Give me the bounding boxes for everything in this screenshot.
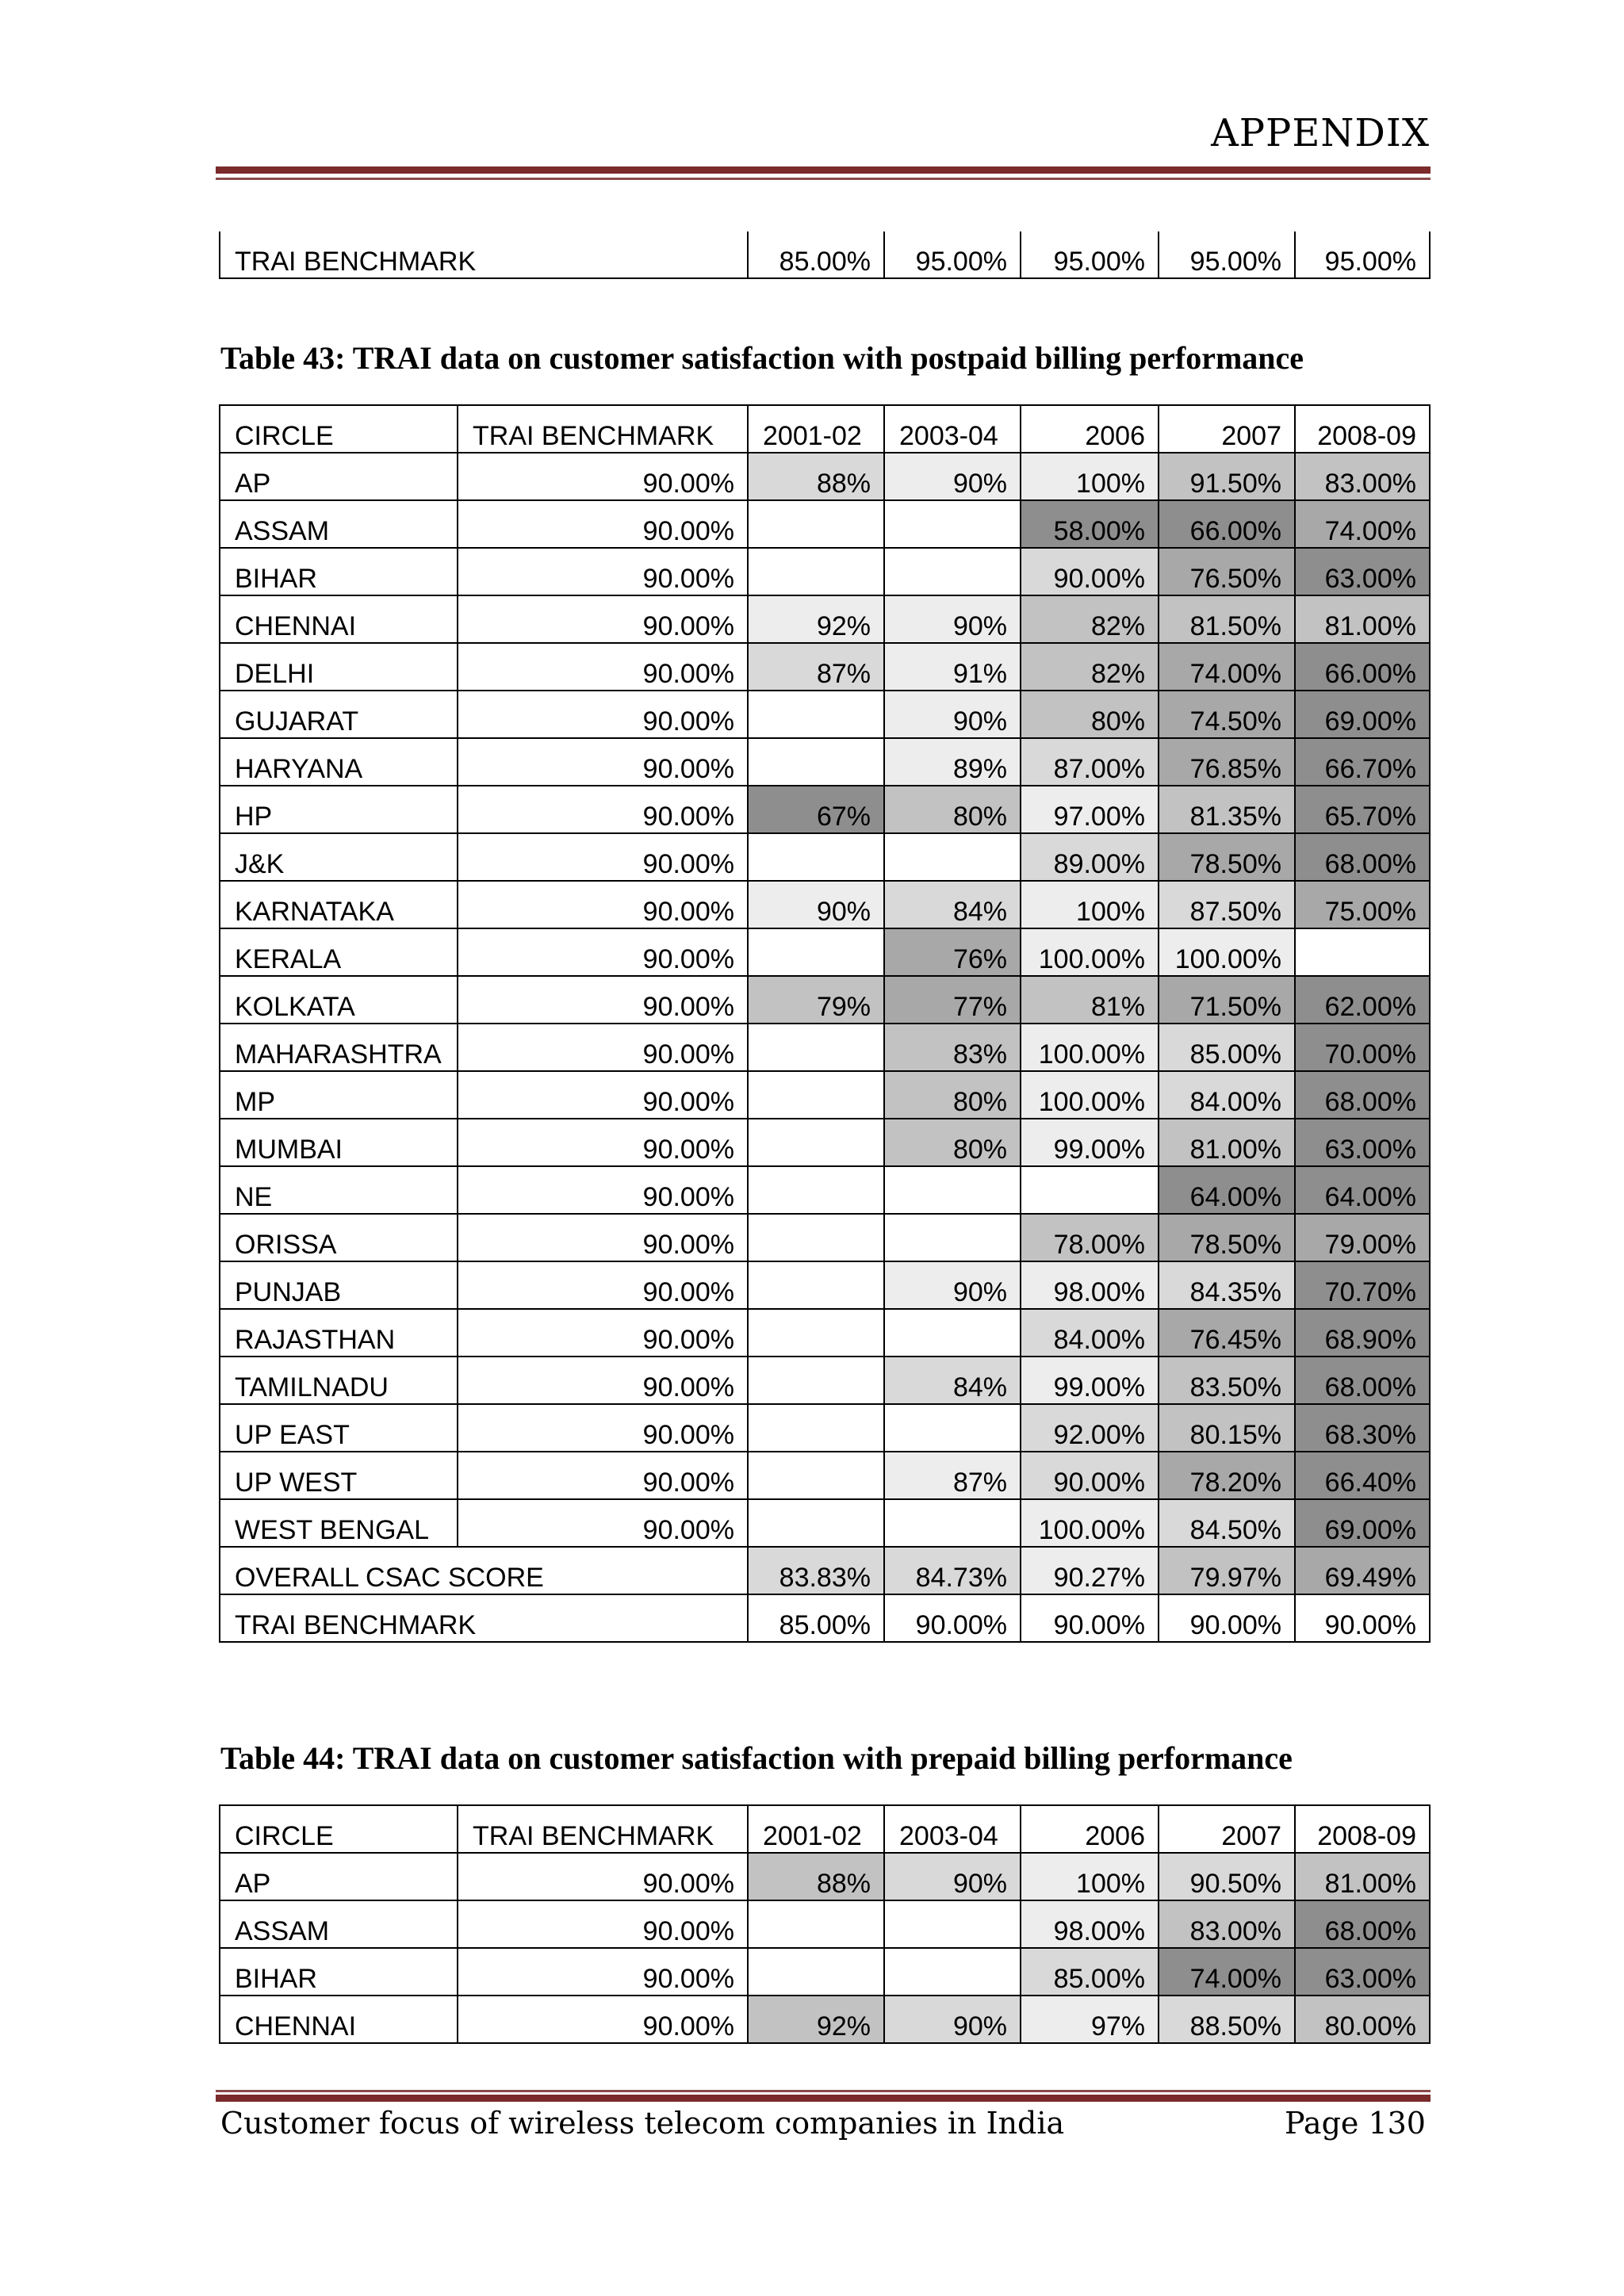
- value-cell: [1295, 928, 1430, 976]
- table-row: [220, 1119, 1430, 1166]
- value-cell: 90%: [748, 881, 884, 928]
- circle-name: HP: [220, 786, 458, 833]
- page-number: Page 130: [1285, 2106, 1426, 2141]
- value-cell: 80.00%: [1295, 1996, 1430, 2043]
- value-cell: 69.00%: [1295, 691, 1430, 738]
- circle-name: UP WEST: [220, 1452, 458, 1499]
- value-cell: 66.00%: [1295, 643, 1430, 691]
- benchmark-cell: 90.00%: [458, 1996, 748, 2043]
- circle-name: HARYANA: [220, 738, 458, 786]
- value-cell: 69.00%: [1295, 1499, 1430, 1547]
- cell: 95.00%: [884, 232, 1021, 278]
- table-44-caption: Table 44: TRAI data on customer satisfaction with prepaid billing performance: [220, 1740, 1293, 1776]
- value-cell: 80.15%: [1159, 1404, 1295, 1452]
- value-cell: 85.00%: [748, 1594, 884, 1642]
- benchmark-cell: 90.00%: [458, 643, 748, 691]
- value-cell: 90.00%: [1295, 1594, 1430, 1642]
- benchmark-cell: 90.00%: [458, 976, 748, 1024]
- header-rule: [216, 166, 1431, 174]
- value-cell: [748, 738, 884, 786]
- value-cell: 83.83%: [748, 1547, 884, 1594]
- table-row: [220, 1024, 1430, 1071]
- benchmark-cell: 90.00%: [458, 548, 748, 595]
- value-cell: [748, 1499, 884, 1547]
- footer-rule-thin: [216, 2090, 1431, 2092]
- overall-score-row: [220, 1547, 1430, 1594]
- value-cell: 74.00%: [1159, 1948, 1295, 1996]
- value-cell: 90.27%: [1021, 1547, 1159, 1594]
- value-cell: 80%: [884, 1119, 1021, 1166]
- value-cell: 82%: [1021, 595, 1159, 643]
- value-cell: 79%: [748, 976, 884, 1024]
- column-header: 2001-02: [748, 405, 884, 453]
- table-row: [220, 232, 1430, 278]
- circle-name: MP: [220, 1071, 458, 1119]
- value-cell: 100.00%: [1021, 1024, 1159, 1071]
- column-header: 2001-02: [748, 1805, 884, 1853]
- value-cell: 68.00%: [1295, 1900, 1430, 1948]
- benchmark-cell: 90.00%: [458, 881, 748, 928]
- value-cell: 80%: [884, 1071, 1021, 1119]
- value-cell: 70.00%: [1295, 1024, 1430, 1071]
- value-cell: 90.50%: [1159, 1853, 1295, 1900]
- benchmark-cell: 90.00%: [458, 786, 748, 833]
- previous-table-fragment: [219, 232, 1431, 279]
- table-row: [220, 1309, 1430, 1357]
- benchmark-cell: 90.00%: [458, 1499, 748, 1547]
- column-header: TRAI BENCHMARK: [458, 405, 748, 453]
- value-cell: 89%: [884, 738, 1021, 786]
- benchmark-cell: 90.00%: [458, 1309, 748, 1357]
- value-cell: 79.00%: [1295, 1214, 1430, 1261]
- value-cell: 85.00%: [1159, 1024, 1295, 1071]
- value-cell: 92%: [748, 1996, 884, 2043]
- value-cell: 58.00%: [1021, 500, 1159, 548]
- value-cell: [884, 1900, 1021, 1948]
- table-row: [220, 1499, 1430, 1547]
- cell: 95.00%: [1159, 232, 1295, 278]
- value-cell: 90%: [884, 453, 1021, 500]
- table-row: [220, 928, 1430, 976]
- value-cell: 81.35%: [1159, 786, 1295, 833]
- circle-name: ASSAM: [220, 500, 458, 548]
- circle-name: RAJASTHAN: [220, 1309, 458, 1357]
- value-cell: 78.20%: [1159, 1452, 1295, 1499]
- value-cell: 74.00%: [1295, 500, 1430, 548]
- value-cell: [884, 1166, 1021, 1214]
- column-header: 2003-04: [884, 1805, 1021, 1853]
- value-cell: [748, 1357, 884, 1404]
- benchmark-cell: 90.00%: [458, 453, 748, 500]
- circle-name: ORISSA: [220, 1214, 458, 1261]
- value-cell: [884, 1948, 1021, 1996]
- value-cell: 81.50%: [1159, 595, 1295, 643]
- value-cell: [748, 500, 884, 548]
- circle-name: MAHARASHTRA: [220, 1024, 458, 1071]
- value-cell: 83%: [884, 1024, 1021, 1071]
- benchmark-cell: 90.00%: [458, 1900, 748, 1948]
- value-cell: 98.00%: [1021, 1261, 1159, 1309]
- table-row: [220, 1357, 1430, 1404]
- benchmark-cell: 90.00%: [458, 1071, 748, 1119]
- circle-name: UP EAST: [220, 1404, 458, 1452]
- value-cell: 90%: [884, 1996, 1021, 2043]
- value-cell: [884, 833, 1021, 881]
- value-cell: [748, 1452, 884, 1499]
- value-cell: 76.45%: [1159, 1309, 1295, 1357]
- circle-name: KARNATAKA: [220, 881, 458, 928]
- value-cell: 76%: [884, 928, 1021, 976]
- table-row: [220, 786, 1430, 833]
- circle-name: PUNJAB: [220, 1261, 458, 1309]
- value-cell: [884, 500, 1021, 548]
- value-cell: 78.00%: [1021, 1214, 1159, 1261]
- value-cell: 87.50%: [1159, 881, 1295, 928]
- circle-name: KERALA: [220, 928, 458, 976]
- value-cell: 69.49%: [1295, 1547, 1430, 1594]
- value-cell: 75.00%: [1295, 881, 1430, 928]
- table-row: [220, 1452, 1430, 1499]
- benchmark-row: [220, 1594, 1430, 1642]
- circle-name: KOLKATA: [220, 976, 458, 1024]
- value-cell: 66.70%: [1295, 738, 1430, 786]
- benchmark-cell: 90.00%: [458, 928, 748, 976]
- benchmark-cell: 90.00%: [458, 500, 748, 548]
- value-cell: [884, 1499, 1021, 1547]
- circle-name: WEST BENGAL: [220, 1499, 458, 1547]
- circle-name: MUMBAI: [220, 1119, 458, 1166]
- value-cell: 87.00%: [1021, 738, 1159, 786]
- value-cell: 90%: [884, 691, 1021, 738]
- circle-name: NE: [220, 1166, 458, 1214]
- value-cell: 70.70%: [1295, 1261, 1430, 1309]
- benchmark-cell: 90.00%: [458, 1948, 748, 1996]
- value-cell: 90%: [884, 1261, 1021, 1309]
- table-row: [220, 1853, 1430, 1900]
- value-cell: 78.50%: [1159, 1214, 1295, 1261]
- value-cell: [748, 1166, 884, 1214]
- table-row: [220, 1948, 1430, 1996]
- value-cell: 76.50%: [1159, 548, 1295, 595]
- benchmark-cell: 90.00%: [458, 1452, 748, 1499]
- table-44: [219, 1804, 1431, 2044]
- value-cell: 90.00%: [884, 1594, 1021, 1642]
- value-cell: [748, 691, 884, 738]
- value-cell: 64.00%: [1295, 1166, 1430, 1214]
- table-row: [220, 976, 1430, 1024]
- benchmark-cell: 90.00%: [458, 595, 748, 643]
- value-cell: [748, 1214, 884, 1261]
- value-cell: 76.85%: [1159, 738, 1295, 786]
- table-43-caption: Table 43: TRAI data on customer satisfaction with postpaid billing performance: [220, 340, 1304, 376]
- value-cell: [884, 1214, 1021, 1261]
- value-cell: 65.70%: [1295, 786, 1430, 833]
- circle-name: BIHAR: [220, 548, 458, 595]
- column-header: 2008-09: [1295, 1805, 1430, 1853]
- page-header-title: APPENDIX: [1211, 111, 1430, 155]
- benchmark-cell: 90.00%: [458, 1024, 748, 1071]
- benchmark-cell: 90.00%: [458, 1119, 748, 1166]
- table-row: [220, 1261, 1430, 1309]
- value-cell: 88%: [748, 453, 884, 500]
- value-cell: 81.00%: [1295, 1853, 1430, 1900]
- column-header: 2008-09: [1295, 405, 1430, 453]
- value-cell: 84.73%: [884, 1547, 1021, 1594]
- value-cell: 87%: [884, 1452, 1021, 1499]
- value-cell: [748, 1900, 884, 1948]
- cell: 95.00%: [1295, 232, 1430, 278]
- value-cell: 85.00%: [1021, 1948, 1159, 1996]
- value-cell: 84%: [884, 1357, 1021, 1404]
- value-cell: 84.00%: [1021, 1309, 1159, 1357]
- table-row: [220, 1214, 1430, 1261]
- value-cell: 90%: [884, 1853, 1021, 1900]
- value-cell: [748, 1024, 884, 1071]
- value-cell: 63.00%: [1295, 1119, 1430, 1166]
- benchmark-cell: 90.00%: [458, 1214, 748, 1261]
- table-row: [220, 833, 1430, 881]
- column-header: TRAI BENCHMARK: [458, 1805, 748, 1853]
- value-cell: 100.00%: [1021, 1499, 1159, 1547]
- circle-name: TAMILNADU: [220, 1357, 458, 1404]
- value-cell: 100.00%: [1159, 928, 1295, 976]
- value-cell: 77%: [884, 976, 1021, 1024]
- footer-doc-title: Customer focus of wireless telecom companies in India: [220, 2106, 1065, 2141]
- column-header: 2003-04: [884, 405, 1021, 453]
- value-cell: [884, 1309, 1021, 1357]
- value-cell: 97%: [1021, 1996, 1159, 2043]
- value-cell: 90.00%: [1021, 1452, 1159, 1499]
- header-rule-thin: [216, 178, 1431, 180]
- value-cell: 84.00%: [1159, 1071, 1295, 1119]
- value-cell: [1021, 1166, 1159, 1214]
- benchmark-cell: 90.00%: [458, 1853, 748, 1900]
- value-cell: 91%: [884, 643, 1021, 691]
- value-cell: 68.90%: [1295, 1309, 1430, 1357]
- value-cell: [748, 833, 884, 881]
- value-cell: 67%: [748, 786, 884, 833]
- footer-rule: [216, 2095, 1431, 2102]
- table-row: [220, 738, 1430, 786]
- value-cell: 83.00%: [1295, 453, 1430, 500]
- value-cell: 84.50%: [1159, 1499, 1295, 1547]
- value-cell: 62.00%: [1295, 976, 1430, 1024]
- benchmark-cell: 90.00%: [458, 1357, 748, 1404]
- circle-name: CHENNAI: [220, 1996, 458, 2043]
- column-header: 2007: [1159, 405, 1295, 453]
- value-cell: 99.00%: [1021, 1357, 1159, 1404]
- row-label: OVERALL CSAC SCORE: [220, 1547, 748, 1594]
- value-cell: 63.00%: [1295, 548, 1430, 595]
- value-cell: [748, 1309, 884, 1357]
- value-cell: [884, 548, 1021, 595]
- value-cell: 90%: [884, 595, 1021, 643]
- table-row: [220, 1900, 1430, 1948]
- value-cell: [748, 928, 884, 976]
- value-cell: 80%: [1021, 691, 1159, 738]
- circle-name: ASSAM: [220, 1900, 458, 1948]
- row-label: TRAI BENCHMARK: [220, 232, 748, 278]
- row-label: TRAI BENCHMARK: [220, 1594, 748, 1642]
- value-cell: [748, 1119, 884, 1166]
- value-cell: 91.50%: [1159, 453, 1295, 500]
- value-cell: 90.00%: [1159, 1594, 1295, 1642]
- value-cell: 66.40%: [1295, 1452, 1430, 1499]
- table-row: [220, 1404, 1430, 1452]
- cell: 85.00%: [748, 232, 884, 278]
- value-cell: 88%: [748, 1853, 884, 1900]
- value-cell: 89.00%: [1021, 833, 1159, 881]
- column-header: 2007: [1159, 1805, 1295, 1853]
- benchmark-cell: 90.00%: [458, 1404, 748, 1452]
- table-row: [220, 1996, 1430, 2043]
- value-cell: 92%: [748, 595, 884, 643]
- value-cell: 68.00%: [1295, 1071, 1430, 1119]
- circle-name: CHENNAI: [220, 595, 458, 643]
- circle-name: AP: [220, 453, 458, 500]
- circle-name: AP: [220, 1853, 458, 1900]
- circle-name: BIHAR: [220, 1948, 458, 1996]
- column-header: CIRCLE: [220, 1805, 458, 1853]
- circle-name: J&K: [220, 833, 458, 881]
- value-cell: 66.00%: [1159, 500, 1295, 548]
- value-cell: 100.00%: [1021, 928, 1159, 976]
- table-row: [220, 643, 1430, 691]
- value-cell: 68.00%: [1295, 1357, 1430, 1404]
- benchmark-cell: 90.00%: [458, 1261, 748, 1309]
- value-cell: 81.00%: [1295, 595, 1430, 643]
- value-cell: 97.00%: [1021, 786, 1159, 833]
- cell: 95.00%: [1021, 232, 1159, 278]
- benchmark-cell: 90.00%: [458, 738, 748, 786]
- value-cell: 83.00%: [1159, 1900, 1295, 1948]
- value-cell: 74.00%: [1159, 643, 1295, 691]
- value-cell: 68.00%: [1295, 833, 1430, 881]
- circle-name: DELHI: [220, 643, 458, 691]
- table-row: [220, 1166, 1430, 1214]
- table-row: [220, 691, 1430, 738]
- value-cell: 79.97%: [1159, 1547, 1295, 1594]
- value-cell: 64.00%: [1159, 1166, 1295, 1214]
- value-cell: [884, 1404, 1021, 1452]
- value-cell: 90.00%: [1021, 548, 1159, 595]
- table-row: [220, 595, 1430, 643]
- table-row: [220, 881, 1430, 928]
- benchmark-cell: 90.00%: [458, 691, 748, 738]
- value-cell: 90.00%: [1021, 1594, 1159, 1642]
- header-row: [220, 1805, 1430, 1853]
- value-cell: 81%: [1021, 976, 1159, 1024]
- value-cell: 87%: [748, 643, 884, 691]
- header-row: [220, 405, 1430, 453]
- value-cell: 100.00%: [1021, 1071, 1159, 1119]
- value-cell: 82%: [1021, 643, 1159, 691]
- value-cell: 68.30%: [1295, 1404, 1430, 1452]
- value-cell: 98.00%: [1021, 1900, 1159, 1948]
- value-cell: 92.00%: [1021, 1404, 1159, 1452]
- table-row: [220, 453, 1430, 500]
- value-cell: [748, 1948, 884, 1996]
- table-43: [219, 404, 1431, 1643]
- value-cell: 84.35%: [1159, 1261, 1295, 1309]
- value-cell: 83.50%: [1159, 1357, 1295, 1404]
- circle-name: GUJARAT: [220, 691, 458, 738]
- value-cell: 100%: [1021, 453, 1159, 500]
- table-row: [220, 1071, 1430, 1119]
- value-cell: 63.00%: [1295, 1948, 1430, 1996]
- value-cell: 100%: [1021, 881, 1159, 928]
- value-cell: 74.50%: [1159, 691, 1295, 738]
- value-cell: 100%: [1021, 1853, 1159, 1900]
- value-cell: [748, 1071, 884, 1119]
- benchmark-cell: 90.00%: [458, 1166, 748, 1214]
- value-cell: 78.50%: [1159, 833, 1295, 881]
- column-header: 2006: [1021, 405, 1159, 453]
- value-cell: 84%: [884, 881, 1021, 928]
- value-cell: [748, 548, 884, 595]
- table-row: [220, 548, 1430, 595]
- column-header: CIRCLE: [220, 405, 458, 453]
- value-cell: 99.00%: [1021, 1119, 1159, 1166]
- value-cell: 81.00%: [1159, 1119, 1295, 1166]
- value-cell: [748, 1404, 884, 1452]
- value-cell: 88.50%: [1159, 1996, 1295, 2043]
- value-cell: [748, 1261, 884, 1309]
- value-cell: 80%: [884, 786, 1021, 833]
- column-header: 2006: [1021, 1805, 1159, 1853]
- benchmark-cell: 90.00%: [458, 833, 748, 881]
- table-row: [220, 500, 1430, 548]
- value-cell: 71.50%: [1159, 976, 1295, 1024]
